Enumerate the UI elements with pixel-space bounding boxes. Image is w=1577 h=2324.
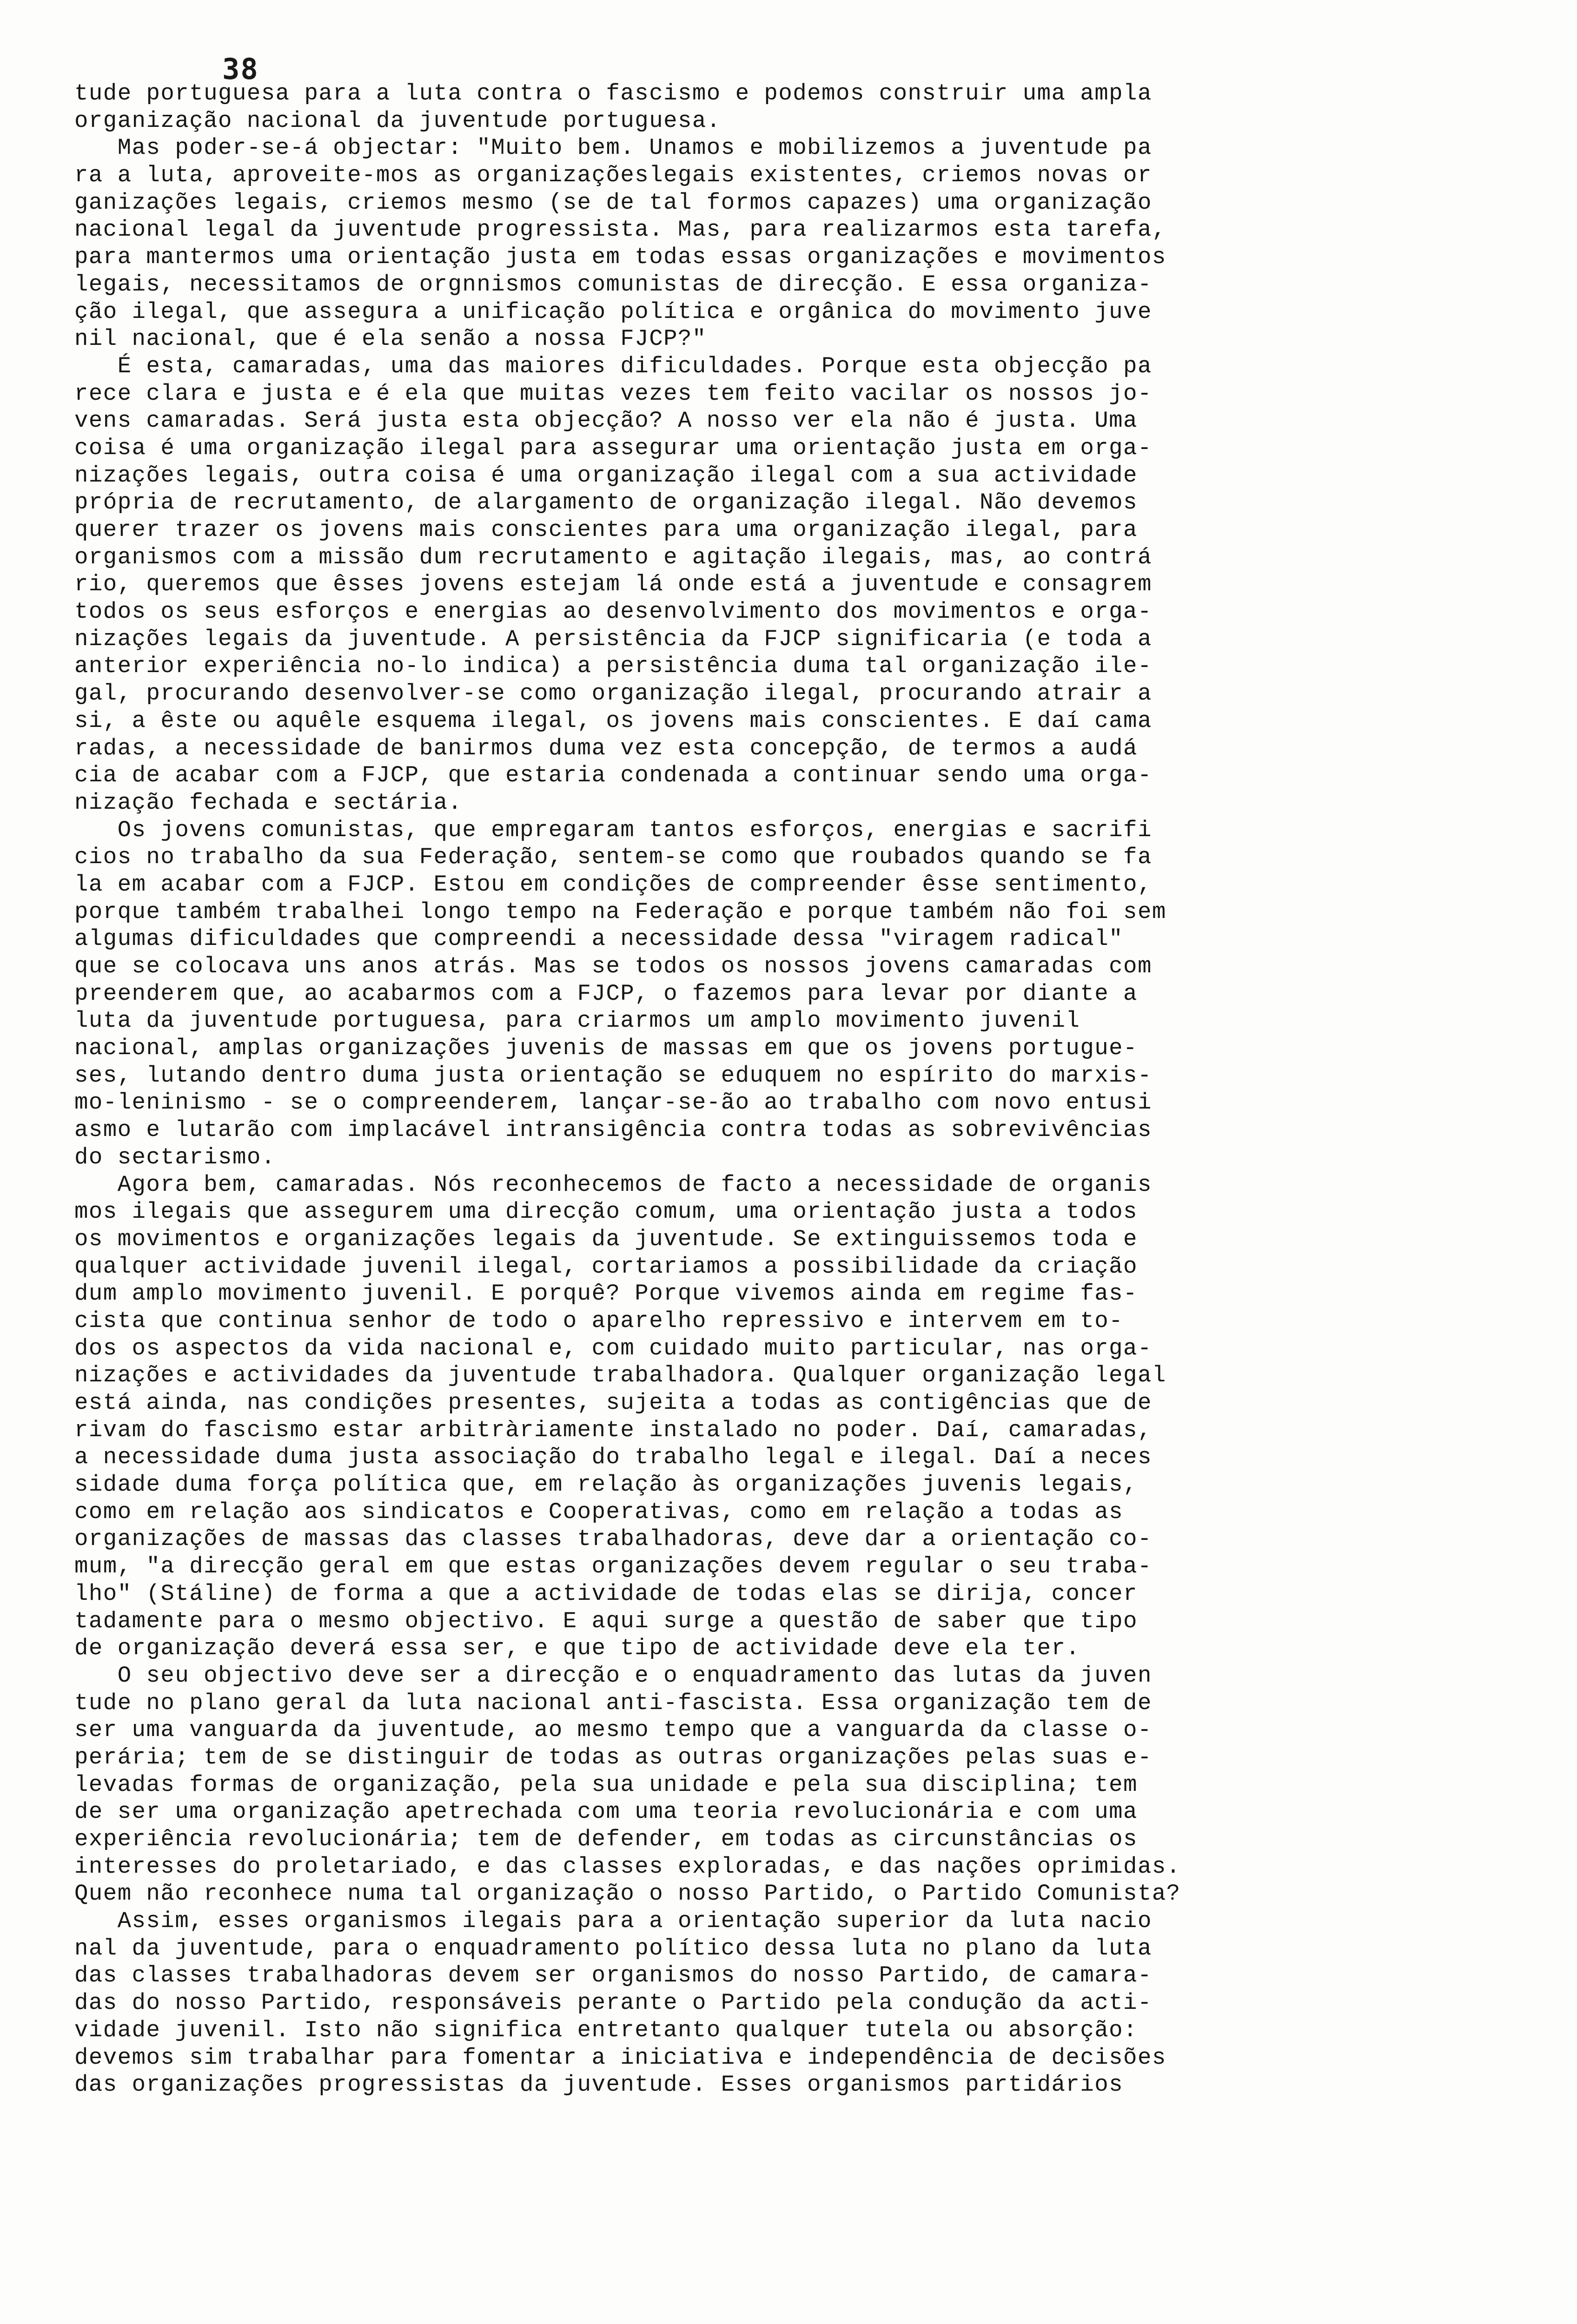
text-line: ses, lutando dentro duma justa orientação se eduquem no espírito do marxis- — [74, 1062, 1152, 1089]
text-line: preenderem que, ao acabarmos com a FJCP, o fazemos para levar por diante a — [74, 980, 1138, 1007]
text-line: ra a luta, aproveite-mos as organizaçõeslegais existentes, criemos novas or — [74, 162, 1152, 189]
text-line: tude no plano geral da luta nacional anti-fascista. Essa organização tem de — [74, 1690, 1152, 1716]
text-line: interesses do proletariado, e das classes exploradas, e das nações oprimidas. — [74, 1853, 1181, 1880]
text-line: anterior experiência no-lo indica) a persistência duma tal organização ile- — [74, 653, 1152, 680]
text-line: que se colocava uns anos atrás. Mas se todos os nossos jovens camaradas com — [74, 953, 1152, 979]
text-line: vidade juvenil. Isto não significa entretanto qualquer tutela ou absorção: — [74, 2017, 1138, 2043]
text-line: Assim, esses organismos ilegais para a orientação superior da luta nacio — [74, 1908, 1152, 1934]
text-line: cia de acabar com a FJCP, que estaria condenada a continuar sendo uma orga- — [74, 762, 1152, 789]
text-line: nizações e actividades da juventude trabalhadora. Qualquer organização legal — [74, 1362, 1166, 1389]
text-line: do sectarismo. — [74, 1144, 276, 1170]
text-line: para mantermos uma orientação justa em todas essas organizações e movimentos — [74, 244, 1166, 271]
text-line: la em acabar com a FJCP. Estou em condições de compreender êsse sentimento, — [74, 871, 1152, 898]
text-line: mum, "a direcção geral em que estas organizações devem regular o seu traba- — [74, 1553, 1152, 1580]
text-line: nizações legais, outra coisa é uma organização ilegal com a sua actividade — [74, 462, 1138, 489]
text-line: dum amplo movimento juvenil. E porquê? Porque vivemos ainda em regime fas- — [74, 1281, 1138, 1307]
text-line: algumas dificuldades que compreendi a necessidade dessa "viragem radical" — [74, 926, 1124, 952]
text-line: organismos com a missão dum recrutamento e agitação ilegais, mas, ao contrá — [74, 544, 1152, 570]
text-line: lho" (Stáline) de forma a que a actividade de todas elas se dirija, concer — [74, 1580, 1138, 1607]
text-line: das do nosso Partido, responsáveis perante o Partido pela condução da acti- — [74, 1990, 1152, 2016]
text-line: coisa é uma organização ilegal para assegurar uma orientação justa em orga- — [74, 435, 1152, 461]
text-line: nização fechada e sectária. — [74, 789, 463, 816]
text-line: cista que continua senhor de todo o aparelho repressivo e intervem em to- — [74, 1307, 1124, 1334]
text-line: O seu objectivo deve ser a direcção e o enquadramento das lutas da juven — [74, 1662, 1152, 1689]
text-line: Quem não reconhece numa tal organização o nosso Partido, o Partido Comunista? — [74, 1881, 1181, 1907]
text-line: luta da juventude portuguesa, para criarmos um amplo movimento juvenil — [74, 1008, 1080, 1034]
text-line: rece clara e justa e é ela que muitas vezes tem feito vacilar os nossos jo- — [74, 380, 1152, 407]
text-line: perária; tem de se distinguir de todas as outras organizações pelas suas e- — [74, 1744, 1152, 1770]
text-line: radas, a necessidade de banirmos duma vez esta concepção, de termos a audá — [74, 735, 1138, 761]
text-line: está ainda, nas condições presentes, sujeita a todas as contigências que de — [74, 1390, 1152, 1416]
text-line: dos os aspectos da vida nacional e, com cuidado muito particular, nas orga- — [74, 1335, 1152, 1361]
text-line: nal da juventude, para o enquadramento político dessa luta no plano da luta — [74, 1935, 1152, 1961]
text-line: Os jovens comunistas, que empregaram tantos esforços, energias e sacrifi — [74, 817, 1152, 843]
text-line: sidade duma força política que, em relação às organizações juvenis legais, — [74, 1472, 1138, 1498]
text-line: querer trazer os jovens mais conscientes para uma organização ilegal, para — [74, 517, 1138, 543]
text-line: das organizações progressistas da juventude. Esses organismos partidários — [74, 2072, 1124, 2098]
text-line: asmo e lutarão com implacável intransigência contra todas as sobrevivências — [74, 1117, 1152, 1143]
text-line: rio, queremos que êsses jovens estejam lá onde está a juventude e consagrem — [74, 571, 1152, 598]
text-line: tadamente para o mesmo objectivo. E aqui surge a questão de saber que tipo — [74, 1608, 1138, 1634]
text-line: mos ilegais que assegurem uma direcção comum, uma orientação justa a todos — [74, 1199, 1138, 1225]
text-line: nacional, amplas organizações juvenis de massas em que os jovens portugue- — [74, 1035, 1138, 1062]
page-number: 38 — [222, 52, 259, 86]
text-line: levadas formas de organização, pela sua unidade e pela sua disciplina; tem — [74, 1771, 1138, 1798]
text-line: própria de recrutamento, de alargamento de organização ilegal. Não devemos — [74, 489, 1138, 516]
text-line: qualquer actividade juvenil ilegal, cortariamos a possibilidade da criação — [74, 1253, 1138, 1280]
text-line: os movimentos e organizações legais da juventude. Se extinguissemos toda e — [74, 1226, 1138, 1252]
text-line: si, a êste ou aquêle esquema ilegal, os jovens mais conscientes. E daí cama — [74, 707, 1152, 734]
text-line: de organização deverá essa ser, e que tipo de actividade deve ela ter. — [74, 1635, 1080, 1662]
text-line: É esta, camaradas, uma das maiores dificuldades. Porque esta objecção pa — [74, 353, 1152, 379]
text-line: porque também trabalhei longo tempo na Federação e porque também não foi sem — [74, 898, 1166, 925]
text-line: ser uma vanguarda da juventude, ao mesmo tempo que a vanguarda da classe o- — [74, 1717, 1152, 1743]
text-line: cios no trabalho da sua Federação, sentem-se como que roubados quando se fa — [74, 844, 1152, 871]
text-line: como em relação aos sindicatos e Cooperativas, como em relação a todas as — [74, 1499, 1124, 1525]
text-line: nacional legal da juventude progressista. Mas, para realizarmos esta tarefa, — [74, 217, 1166, 243]
text-line: rivam do fascismo estar arbitràriamente instalado no poder. Daí, camaradas, — [74, 1417, 1152, 1443]
text-line: nil nacional, que é ela senão a nossa FJCP?" — [74, 326, 707, 352]
text-line: Mas poder-se-á objectar: "Muito bem. Unamos e mobilizemos a juventude pa — [74, 135, 1152, 161]
text-line: das classes trabalhadoras devem ser organismos do nosso Partido, de camara- — [74, 1962, 1152, 1989]
text-line: organizações de massas das classes trabalhadoras, deve dar a orientação co- — [74, 1526, 1152, 1552]
text-line: tude portuguesa para a luta contra o fascismo e podemos construir uma ampla — [74, 80, 1152, 106]
text-line: todos os seus esforços e energias ao desenvolvimento dos movimentos e orga- — [74, 599, 1152, 625]
text-line: gal, procurando desenvolver-se como organização ilegal, procurando atrair a — [74, 680, 1152, 707]
text-line: legais, necessitamos de orgnnismos comunistas de direcção. E essa organiza- — [74, 271, 1152, 297]
text-line: devemos sim trabalhar para fomentar a iniciativa e independência de decisões — [74, 2044, 1166, 2071]
text-line: experiência revolucionária; tem de defender, em todas as circunstâncias os — [74, 1826, 1138, 1852]
text-line: mo-leninismo - se o compreenderem, lançar-se-ão ao trabalho com novo entusi — [74, 1089, 1152, 1116]
text-line: ção ilegal, que assegura a unificação política e orgânica do movimento juve — [74, 298, 1152, 325]
text-line: de ser uma organização apetrechada com uma teoria revolucionária e com uma — [74, 1799, 1138, 1825]
text-line: organização nacional da juventude portuguesa. — [74, 107, 721, 134]
text-line: a necessidade duma justa associação do trabalho legal e ilegal. Daí a neces — [74, 1444, 1152, 1471]
text-line: Agora bem, camaradas. Nós reconhecemos de facto a necessidade de organis — [74, 1171, 1152, 1198]
body-text — [74, 80, 1488, 2099]
text-line: vens camaradas. Será justa esta objecção? A nosso ver ela não é justa. Uma — [74, 408, 1138, 434]
text-line: ganizações legais, criemos mesmo (se de tal formos capazes) uma organização — [74, 189, 1152, 216]
text-line: nizações legais da juventude. A persistência da FJCP significaria (e toda a — [74, 626, 1152, 652]
